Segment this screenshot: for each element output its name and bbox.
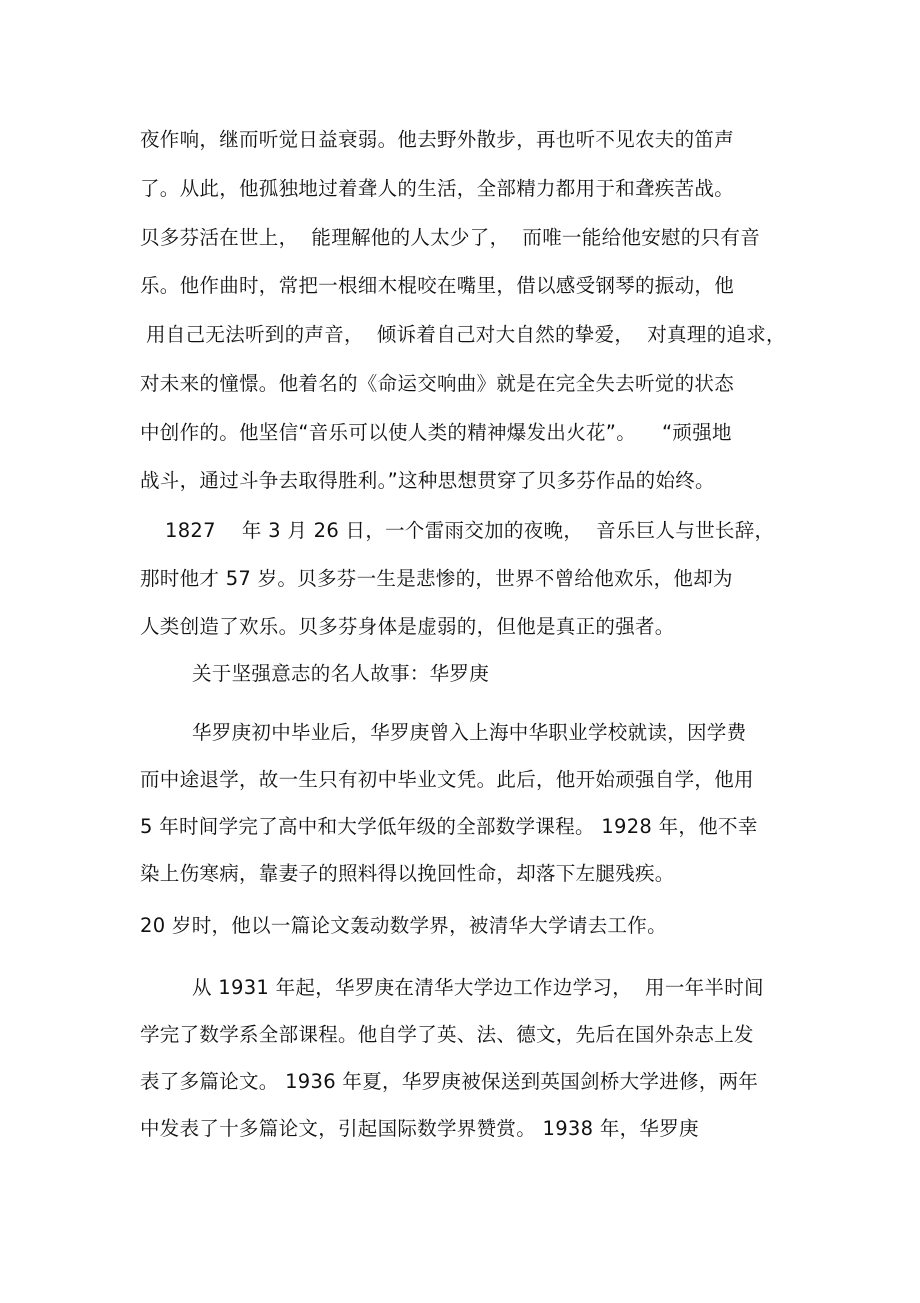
text-line: 而中途退学，故一生只有初中毕业文凭。此后，他开始顽强自学，他用 [140, 768, 754, 791]
text-line: 表了多篇论文。 1936 年夏，华罗庚被保送到英国剑桥大学进修，两年 [140, 1070, 759, 1093]
text-line: 了。从此，他孤独地过着聋人的生活，全部精力都用于和聋疾苦战。 [140, 177, 735, 200]
text-line: 那时他才 57 岁。贝多芬一生是悲惨的，世界不曾给他欢乐，他却为 [140, 567, 733, 590]
text-line: 5 年时间学完了高中和大学低年级的全部数学课程。 1928 年，他不幸 [140, 815, 758, 838]
text-line: 乐。他作曲时，常把一根细木棍咬在嘴里，借以感受钢琴的振动，他 [140, 274, 735, 297]
section-heading: 关于坚强意志的名人故事：华罗庚 [192, 662, 490, 685]
text-line: 染上伤寒病，靠妻子的照料得以挽回性命，却落下左腿残疾。 [140, 862, 675, 885]
text-line: 1827 年 3 月 26 日，一个雷雨交加的夜晚， 音乐巨人与世长辞， [165, 519, 775, 542]
text-line: 从 1931 年起，华罗庚在清华大学边工作边学习， 用一年半时间 [192, 976, 764, 999]
text-line: 战斗，通过斗争去取得胜利。”这种思想贯穿了贝多芬作品的始终。 [140, 469, 715, 492]
text-line: 贝多芬活在世上， 能理解他的人太少了， 而唯一能给他安慰的只有音 [140, 226, 760, 249]
text-line: 人类创造了欢乐。贝多芬身体是虚弱的，但他是真正的强者。 [140, 615, 675, 638]
text-line: 学完了数学系全部课程。他自学了英、法、德文，先后在国外杂志上发 [140, 1023, 754, 1046]
text-line: 对未来的憧憬。他着名的《命运交响曲》就是在完全失去听觉的状态 [140, 372, 735, 395]
text-line: 中发表了十多篇论文，引起国际数学界赞赏。 1938 年，华罗庚 [140, 1117, 699, 1140]
text-line: 20 岁时，他以一篇论文轰动数学界，被清华大学请去工作。 [140, 914, 667, 937]
text-line: 用自己无法听到的声音， 倾诉着自己对大自然的挚爱， 对真理的追求， [146, 323, 786, 346]
text-line: 华罗庚初中毕业后，华罗庚曾入上海中华职业学校就读，因学费 [192, 721, 747, 744]
text-line: 中创作的。他坚信“音乐可以使人类的精神爆发出火花”。 “顽强地 [140, 421, 732, 444]
text-line: 夜作响，继而听觉日益衰弱。他去野外散步，再也听不见农夫的笛声 [140, 128, 735, 151]
